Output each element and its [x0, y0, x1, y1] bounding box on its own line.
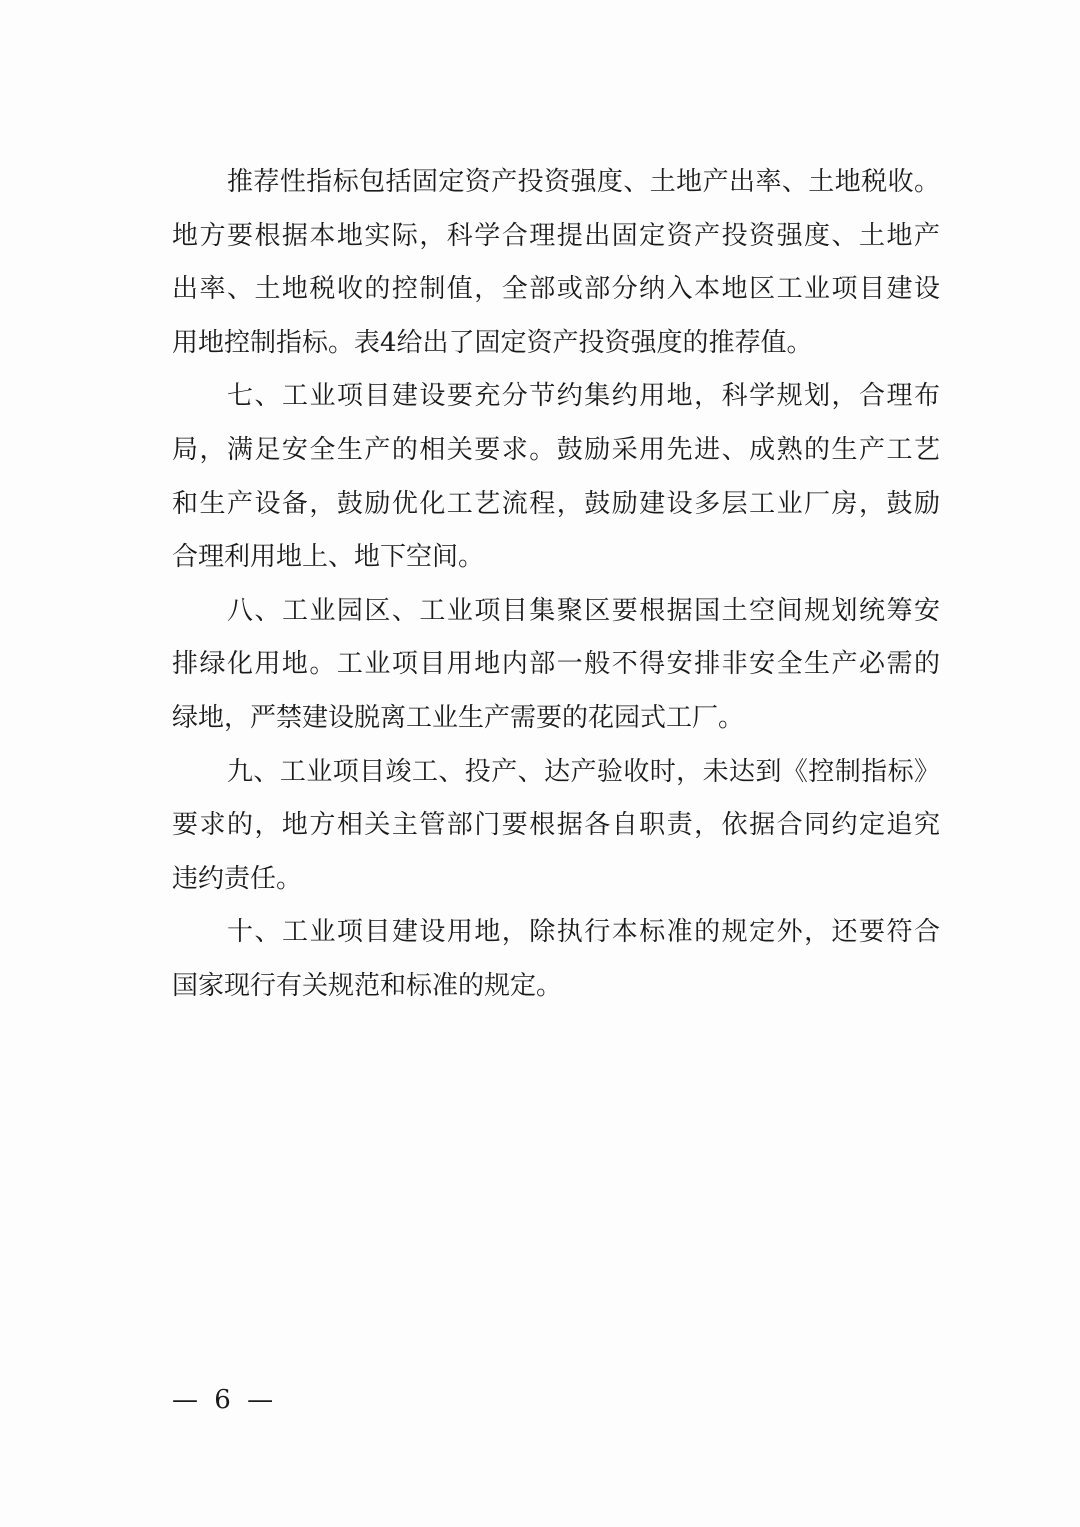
text-line: 八、工业园区、工业项目集聚区要根据国土空间规划统筹安: [227, 595, 940, 626]
paragraph: [172, 906, 940, 1013]
text-line: 出率、土地税收的控制值，全部或部分纳入本地区工业项目建设: [172, 274, 940, 305]
paragraph: [172, 585, 940, 746]
text-line: 七、工业项目建设要充分节约集约用地，科学规划，合理布: [227, 381, 940, 412]
text-line: 要求的，地方相关主管部门要根据各自职责，依据合同约定追究: [172, 810, 940, 841]
paragraph: [172, 370, 940, 584]
paragraph: [172, 746, 940, 907]
text-line: 地方要根据本地实际，科学合理提出固定资产投资强度、土地产: [172, 220, 940, 251]
paragraph: [172, 156, 940, 370]
text-line: 局，满足安全生产的相关要求。鼓励采用先进、成熟的生产工艺: [172, 434, 940, 465]
body-text: [172, 156, 940, 1014]
text-line: 国家现行有关规范和标准的规定。: [172, 970, 563, 1001]
text-line: 十、工业项目建设用地，除执行本标准的规定外，还要符合: [227, 917, 940, 948]
text-line: 用地控制指标。表4给出了固定资产投资强度的推荐值。: [172, 327, 813, 358]
page-number: — 6 —: [172, 1385, 278, 1415]
text-line: 合理利用地上、地下空间。: [172, 542, 485, 573]
text-line: 和生产设备，鼓励优化工艺流程，鼓励建设多层工业厂房，鼓励: [172, 488, 940, 519]
text-line: 排绿化用地。工业项目用地内部一般不得安排非安全生产必需的: [172, 649, 940, 680]
text-line: 绿地，严禁建设脱离工业生产需要的花园式工厂。: [172, 702, 745, 733]
text-line: 推荐性指标包括固定资产投资强度、土地产出率、土地税收。: [227, 167, 940, 197]
text-line: 违约责任。: [172, 863, 303, 894]
text-line: 九、工业项目竣工、投产、达产验收时，未达到《控制指标》: [227, 756, 940, 787]
